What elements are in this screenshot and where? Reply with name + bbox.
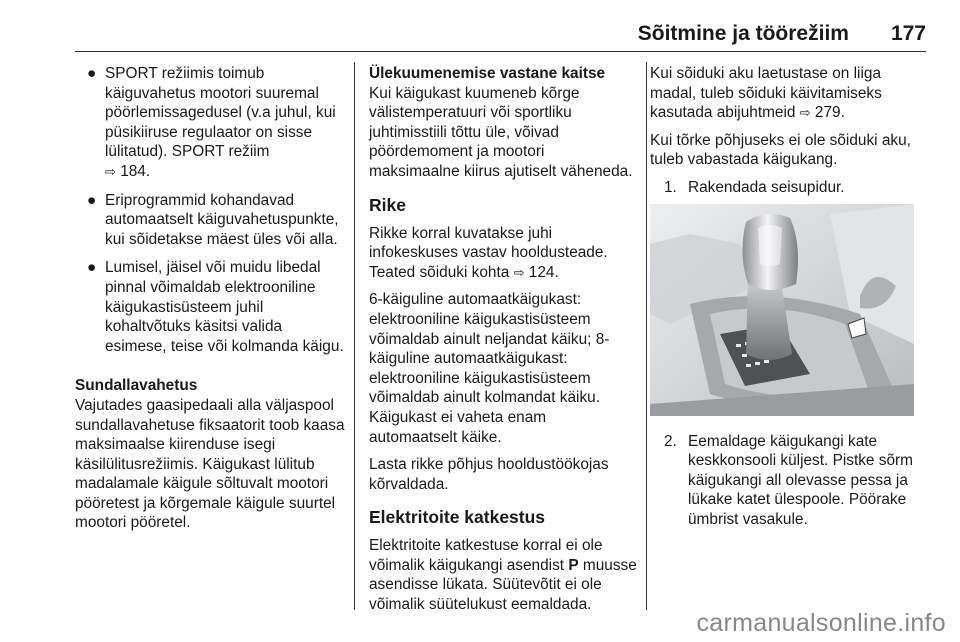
page-ref: 184.: [120, 162, 151, 180]
step-text: Rakendada seisupidur.: [688, 178, 845, 196]
paragraph: [369, 224, 637, 283]
header-rule: [75, 51, 926, 52]
page-reference-arrow-icon: ⇨: [105, 163, 116, 179]
page-reference-arrow-icon: ⇨: [799, 105, 811, 121]
gear-position-label: P: [568, 556, 579, 574]
paragraph-text: Elektritoite katkestuse korral ei ole võimalik käigukangi asendist: [369, 537, 603, 574]
bullet-text: Lumisel, jäisel või muidu libedal pinnal võimaldab elektrooniline käigukastisüsteem juhil kohaltvõtuks käsitsi valida esimese, teise või kolmanda käigu.: [105, 259, 344, 355]
page-ref: 279.: [814, 104, 845, 122]
gear-selector-photo: [650, 204, 914, 416]
paragraph-text: Rikke korral kuvatakse juhi infokeskuses vastav hooldusteade. Teated sõiduki kohta: [369, 224, 608, 281]
paragraph: [369, 536, 637, 614]
bullet-text: SPORT režiimis toimub käiguvahetus mootori suuremal pöörlemissagedusel (v.a juhul, kui püsikiiruse regulaator on sisse lülitatud). SPORT režiim: [105, 65, 336, 161]
paragraph-text: Kui sõiduki aku laetustase on liiga madal, tuleb sõiduki käivitamiseks kasutada abijuhtmeid: [650, 65, 882, 122]
paragraph: [650, 64, 926, 123]
paragraph: Kui tõrke põhjuseks ei ole sõiduki aku, tuleb vabastada käigukang.: [650, 131, 911, 169]
bullet-dot: ●: [87, 191, 97, 209]
page-header: [75, 22, 926, 48]
column-middle: [369, 64, 637, 623]
list-item: [75, 258, 345, 356]
gear-lever-illustration: [650, 204, 914, 416]
page-number: 177: [890, 22, 926, 45]
numbered-step: [650, 432, 926, 530]
bullet-dot: ●: [87, 259, 97, 277]
paragraph: 6-käiguline automaatkäigukast: elektrooniline käigukastisüsteem võimaldab ainult neljandat käiku; 8-käiguline automaatkäigukast: elektrooniline käigukastisüsteem võimaldab ainult kolmandat käiku. Käigukast ei vaheta enam automaatselt käike.: [369, 291, 610, 446]
step-number: 1.: [664, 178, 677, 196]
section-heading: Elektritoite katkestus: [369, 507, 546, 528]
paragraph: Vajutades gaasipedaali alla väljaspool sundallavahetuse fiksaatorit toob kaasa maksimaalse kiirenduse isegi käsilülitusrežiimis. Käigukast lülitub madalamale käigule sõltuvalt mootori pööretest ja kõrgemale käigule suurtel mootori pööretel.: [75, 396, 345, 532]
column-right: [650, 64, 926, 536]
column-divider: [354, 62, 355, 610]
subheading: Ülekuumenemise vastane kaitse: [369, 65, 606, 82]
paragraph: Lasta rikke põhjus hooldustöökojas kõrvaldada.: [369, 456, 609, 493]
paragraph: Kui käigukast kuumeneb kõrge välistemperatuuri või sportliku juhtimisstiili tõttu üle, võivad pöördemoment ja mootori maksimaalne kiirus ajutiselt väheneda.: [369, 84, 633, 180]
numbered-step: [650, 178, 926, 198]
column-divider: [646, 62, 647, 610]
list-item: [75, 64, 345, 182]
page-reference-arrow-icon: ⇨: [513, 264, 525, 280]
section-title: Sõitmine ja töörežiim: [637, 22, 849, 45]
page-ref: 124.: [528, 263, 559, 281]
step-text: Eemaldage käigukangi kate keskkonsooli küljest. Pistke sõrm käigukangi all olevasse pessa ja lükake katet ülespoole. Pöörake ümbrist vasakule.: [688, 432, 913, 528]
bullet-dot: ●: [87, 65, 97, 82]
watermark: carmanualsonline.info: [696, 609, 946, 637]
subheading: Sundallavahetus: [75, 377, 198, 395]
step-number: 2.: [664, 432, 677, 450]
bullet-text: Eriprogrammid kohandavad automaatselt käiguvahetuspunkte, kui sõidetakse mäest üles või alla.: [105, 191, 339, 248]
column-left: [75, 64, 345, 541]
list-item: [75, 191, 345, 250]
paragraph-text: muusse asendisse lükata. Süütevõtit ei ole võimalik süütelukust eemaldada.: [369, 556, 637, 614]
section-heading: Rike: [369, 194, 406, 215]
